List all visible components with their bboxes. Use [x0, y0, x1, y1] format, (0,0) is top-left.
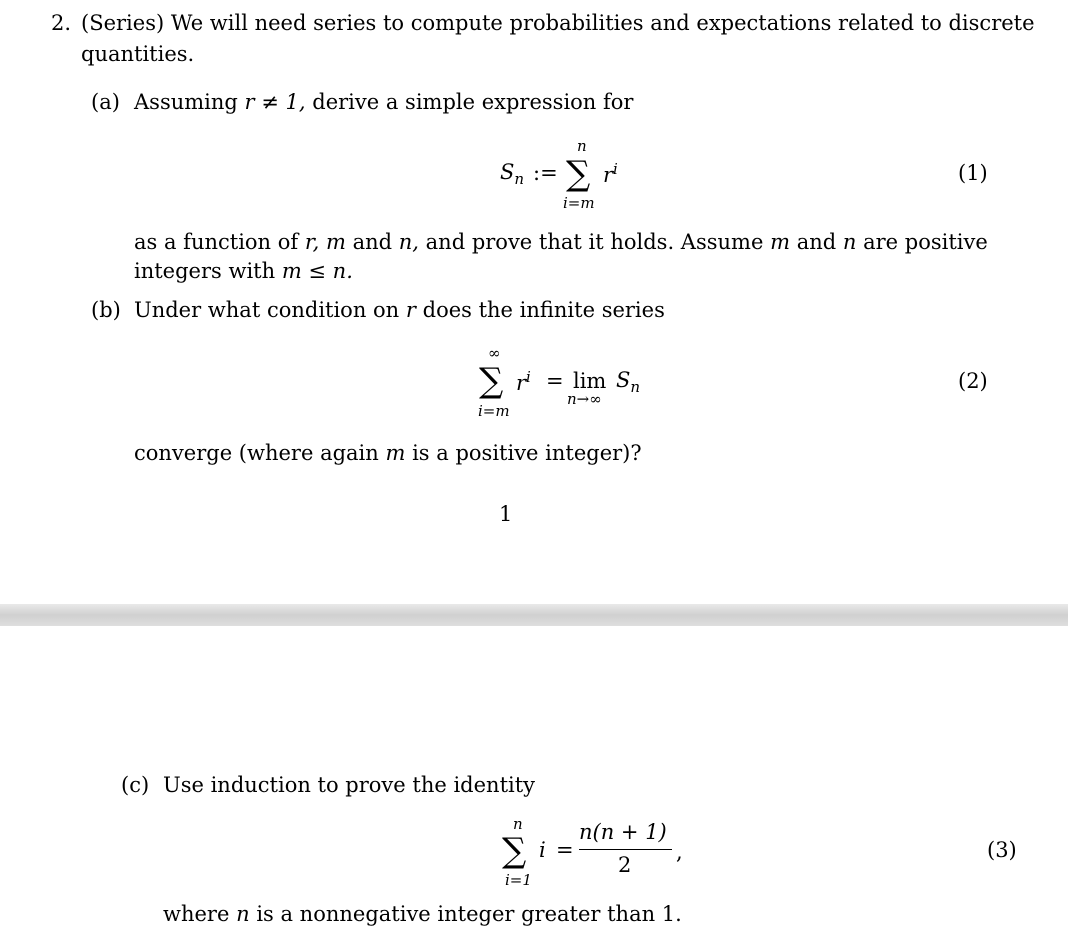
part-a-condition: r ≠ 1, [244, 90, 306, 114]
part-b-text: Under what condition on r does the infinite series [134, 298, 665, 322]
eq3-sum-lower: i=1 [505, 871, 532, 889]
eq1-lhs: $S_n$ [500, 160, 525, 189]
part-b-follow: converge (where again m is a positive integer)? [134, 441, 642, 465]
eq2-lim-sub: n→∞ [567, 390, 602, 408]
problem-intro-line-1: (Series) We will need series to compute probabilities and expectations related to discrete [81, 11, 1035, 35]
part-c-label: (c) [121, 773, 150, 797]
problem-number: 2. [51, 11, 72, 35]
eq2-equals: = [546, 369, 564, 393]
eq3-fraction-bar [579, 849, 672, 850]
page-separator [0, 604, 1068, 626]
part-c-text: Use induction to prove the identity [163, 773, 536, 797]
eq2-rhs: $S_n$ [616, 368, 641, 397]
eq3-body: i [539, 838, 546, 862]
eq3-equals: = [556, 838, 574, 862]
part-a-follow-line-1: as a function of r, m and n, and prove that it holds. Assume m and n are positive [134, 230, 988, 254]
eq3-sigma: ∑ [502, 831, 527, 871]
part-c-follow: where n is a nonnegative integer greater than 1. [163, 902, 682, 926]
part-a-label: (a) [91, 90, 120, 114]
eq1-assign: := [533, 161, 558, 185]
eq1-number: (1) [958, 161, 988, 185]
part-b-label: (b) [91, 298, 121, 322]
eq1-sum-upper: n [577, 137, 587, 155]
eq2-sum-upper: ∞ [488, 344, 501, 362]
eq2-number: (2) [958, 369, 988, 393]
eq2-sigma: ∑ [479, 361, 504, 401]
part-a-follow-line-2: integers with m ≤ n. [134, 259, 353, 283]
eq2-sum-lower: i=m [478, 402, 510, 420]
eq1-sum-lower: i=m [563, 194, 595, 212]
eq1-body: $r^i$ [603, 160, 618, 187]
page-number: 1 [499, 502, 513, 526]
eq2-lim: lim [573, 369, 607, 393]
part-a-text: Assuming r ≠ 1, derive a simple expression for [134, 90, 634, 114]
eq3-sum-upper: n [513, 815, 523, 833]
problem-intro-line-2: quantities. [81, 42, 195, 66]
eq1-sigma: ∑ [566, 154, 591, 194]
eq3-number: (3) [987, 838, 1017, 862]
eq2-body: $r^i$ [516, 368, 531, 395]
eq3-denominator: 2 [618, 853, 632, 877]
eq3-numerator: n(n + 1) [579, 820, 667, 844]
eq3-trailing-comma: , [676, 840, 683, 864]
